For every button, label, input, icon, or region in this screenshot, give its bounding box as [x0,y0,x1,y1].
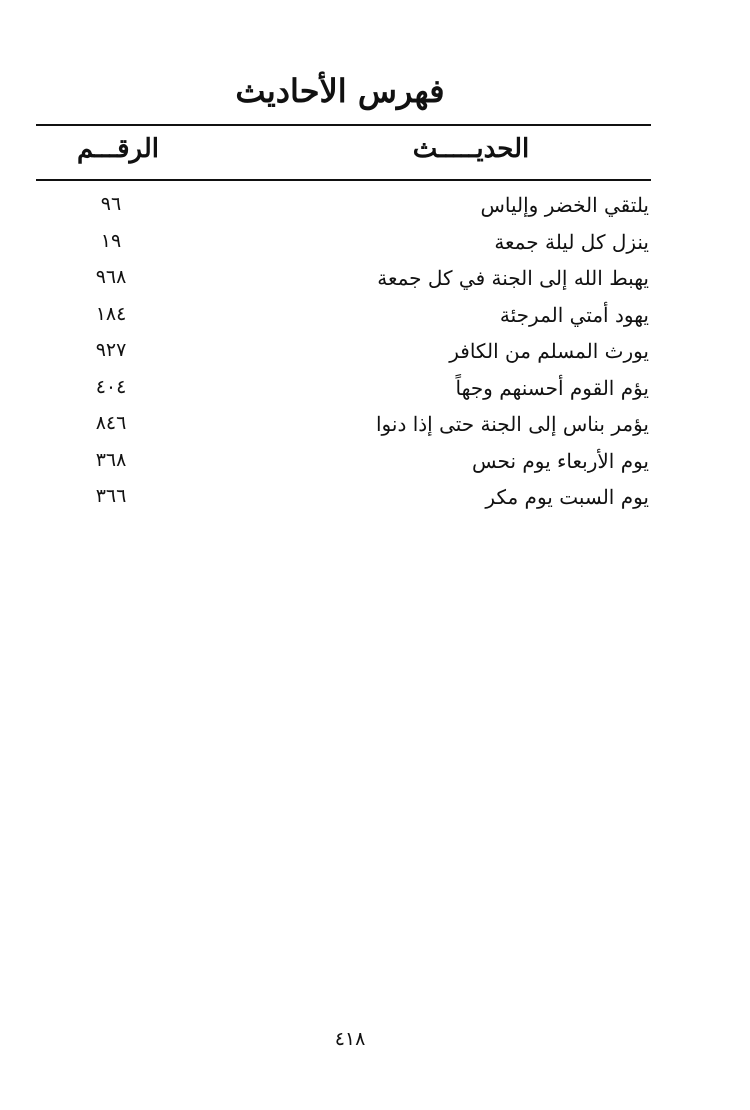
table-row [36,193,651,230]
hadith-text: يلتقي الخضر وإلياس [480,193,649,217]
hadith-number: ٣٦٨ [95,448,127,471]
hadith-number: ٨٤٦ [95,412,127,434]
table-row [36,230,651,267]
hadith-text: يورث المسلم من الكافر [449,339,649,363]
table-row [36,266,651,303]
hadith-number: ٣٦٦ [95,485,127,507]
hadith-index-list [36,193,651,522]
page-title: فهرس الأحاديث [235,72,445,110]
table-row [36,485,651,522]
hadith-number: ٩٢٧ [95,339,127,361]
table-row [36,412,651,449]
hadith-number: ٩٦٨ [95,266,127,288]
hadith-number: ٩٦ [100,193,122,215]
hadith-number: ١٩ [100,229,122,252]
hadith-text: يوم الأربعاء يوم نحس [472,448,649,473]
hadith-text: يؤم القوم أحسنهم وجهاً [455,375,649,400]
page-number: ٤١٨ [334,1028,366,1050]
table-row [36,449,651,486]
table-header [36,134,651,174]
hadith-text: يهبط الله إلى الجنة في كل جمعة [377,266,649,290]
table-row [36,376,651,413]
table-row [36,303,651,340]
hadith-number: ١٨٤ [95,302,127,325]
table-row [36,339,651,376]
hadith-number: ٤٠٤ [95,375,127,398]
hadith-column-header: الحديـــــث [412,134,530,164]
header-bottom-rule [36,179,651,181]
header-top-rule [36,124,651,126]
hadith-text: يهود أمتي المرجئة [499,302,649,327]
hadith-text: يوم السبت يوم مكر [485,485,649,509]
number-column-header: الرقـــم [76,134,160,164]
hadith-text: يؤمر بناس إلى الجنة حتى إذا دنوا [376,412,649,436]
hadith-text: ينزل كل ليلة جمعة [494,229,649,254]
